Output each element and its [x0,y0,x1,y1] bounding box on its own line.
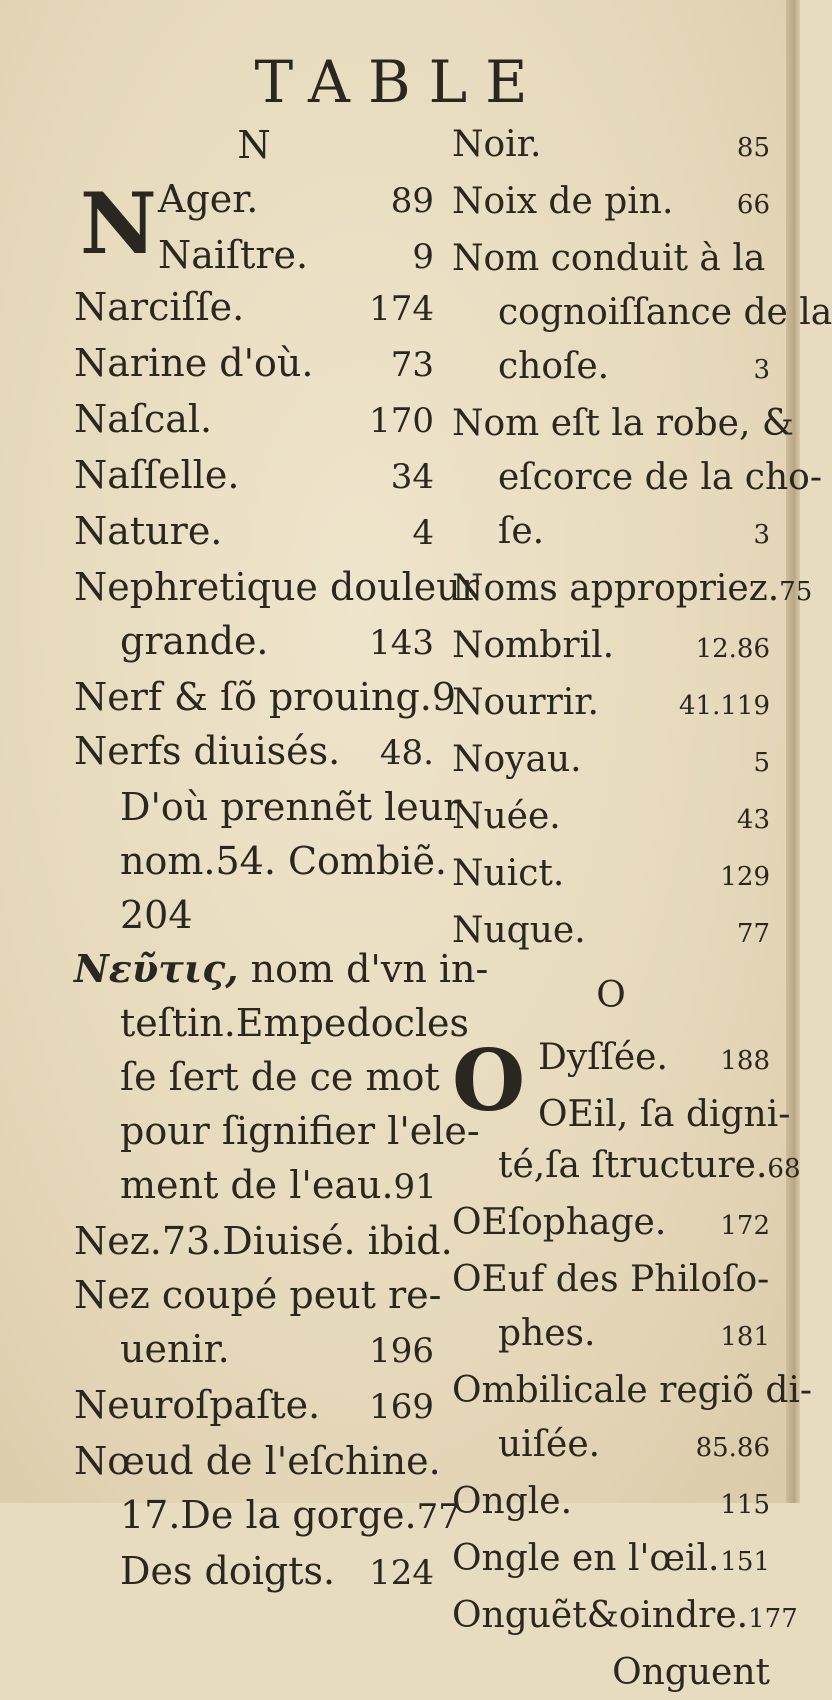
entry-page: 129 [720,862,770,892]
index-entry [74,670,457,724]
index-entry [452,175,770,232]
entry-text: Ombilicale regiõ di- [452,1370,813,1411]
entry-text: Nez coupé peut re- [74,1273,442,1317]
entry-text: Nerfs diuisés. [74,729,341,773]
entry-text: Nombril. [452,625,615,666]
left-column [74,118,489,1600]
entry-text: Onguẽt&oindre. [452,1595,749,1636]
entry-text: Nom eſt la robe, & [452,403,794,444]
dropcap-block [74,172,434,280]
index-entry [74,1104,480,1158]
index-entry [452,340,770,397]
entry-page: 89 [390,181,434,221]
entry-page: 34 [390,457,434,497]
entry-text: Nourrir. [452,682,599,723]
entry-page: 43 [736,805,770,835]
index-entry [452,1196,770,1253]
dropcap-letter: N [80,174,157,273]
index-entry [74,996,470,1050]
index-entry [74,280,434,336]
entry-text: nom.54. Combiẽ. [120,839,448,883]
entry-page: 77 [416,1497,460,1537]
index-entry [452,1139,801,1196]
entry-page: 75 [779,577,813,607]
entry-text: eſcorce de la cho- [498,457,822,498]
entry-text-rest: nom d'vn in- [238,947,489,991]
entry-text: Nephretique douleur [74,565,479,609]
entry-text: ment de l'eau. [120,1163,394,1207]
entry-text: Nez.73.Diuisé. ibid. [74,1219,453,1263]
entry-text: Nuque. [452,910,586,951]
index-entry [74,1322,434,1378]
entry-text: choſe. [498,346,610,387]
entry-text: uenir. [120,1327,230,1371]
index-entry [452,1475,770,1532]
entry-page: 169 [369,1387,434,1427]
entry-text: Neuroſpaſte. [74,1383,321,1427]
entry-text: OEſophage. [452,1202,667,1243]
entry-page: 85.86 [695,1433,770,1463]
index-entry [452,1307,770,1364]
entry-text: OEuf des Philoſo- [452,1259,770,1300]
entry-text: phes. [498,1313,596,1354]
index-entry [74,724,434,780]
catchword: Onguent [612,1652,770,1693]
index-entry [74,1544,434,1600]
entry-page: 68 [767,1154,801,1184]
index-entry [74,1378,434,1434]
entry-page: 188 [720,1046,770,1076]
entry-text: Nuict. [452,853,565,894]
entry-text: Noix de pin. [452,181,674,222]
entry-text: Noms appropriez. [452,568,780,609]
entry-text: teſtin.Empedocles [120,1001,470,1045]
entry-text: Narine d'où. [74,341,314,385]
entry-page: 143 [369,623,434,663]
entry-page: 66 [736,190,770,220]
entry-text: Nom conduit à la [452,238,766,279]
index-entry [452,397,794,451]
index-entry [74,780,462,834]
index-entry [74,1214,453,1268]
index-entry [74,392,434,448]
index-entry [452,733,770,790]
entry-page: 177 [748,1604,798,1634]
index-entry [452,1532,770,1589]
entry-page: 172 [720,1211,770,1241]
entry-text: Narciſſe. [74,285,245,329]
entry-page: 124 [369,1553,434,1593]
entry-text: Naſcal. [74,397,213,441]
entry-text: 17.De la gorge. [120,1493,417,1537]
entry-page: 174 [369,289,434,329]
entry-text: Nature. [74,509,223,553]
index-entry [74,614,434,670]
entry-page: 170 [369,401,434,441]
entry-text: Ager. [158,177,259,221]
entry-text [74,942,488,996]
index-entry [74,834,448,888]
entry-text: OEil, ſa digni- [538,1094,791,1135]
index-entry [74,1434,441,1488]
entry-page: 4 [412,513,434,553]
index-entry [452,904,770,961]
section-letter: N [237,123,271,167]
entry-text: Naiſtre. [158,233,309,277]
index-entry [74,1050,440,1104]
entry-text: Dyſſée. [538,1037,668,1078]
entry-page: 3 [753,520,770,550]
page-title: TABLE [254,48,546,116]
entry-text: ſe ſert de ce mot [120,1055,440,1099]
index-entry [452,562,813,619]
entry-text: cognoiſſance de la [498,292,832,333]
entry-page: 41.119 [679,691,770,721]
entry-page: 91 [393,1167,437,1207]
entry-text: 204 [120,893,193,937]
index-entry [452,1364,813,1418]
entry-page: 85 [736,133,770,163]
entry-text: Noyau. [452,739,582,780]
index-entry [74,336,434,392]
entry-text: D'où prennẽt leur [120,785,462,829]
entry-page: 48. [379,733,434,773]
index-entry [452,1418,770,1475]
index-entry [74,504,434,560]
entry-text: Nerf & ſõ prouing.9 [74,675,457,719]
index-entry [74,448,434,504]
page-edge [786,0,800,1503]
entry-text: ſe. [498,511,545,552]
entry-text: Noir. [452,124,542,165]
entry-text: Nœud de l'eſchine. [74,1439,441,1483]
entry-page: 196 [369,1331,434,1371]
index-entry [74,1158,437,1214]
greek-word: Νεῦτις, [74,946,239,991]
entry-page: 77 [736,919,770,949]
entry-text: Ongle en l'œil. [452,1538,720,1579]
dropcap-block [452,1031,791,1139]
entry-page: 9 [412,237,434,277]
entry-text: grande. [120,619,269,663]
index-entry [74,942,489,996]
entry-text: Naſſelle. [74,453,240,497]
index-entry [452,1253,770,1307]
entry-text: Ongle. [452,1481,573,1522]
index-entry [74,1268,442,1322]
entry-text: Nuée. [452,796,561,837]
index-entry [452,790,770,847]
index-entry [452,232,770,286]
index-entry [452,505,770,562]
right-column [452,118,832,1700]
index-entry [452,286,832,340]
entry-text: pour ſignifier l'ele- [120,1109,480,1153]
index-entry [452,847,770,904]
entry-page: 3 [753,355,770,385]
entry-text: té,ſa ſtructure. [498,1145,768,1186]
section-letter: O [596,975,626,1016]
index-entry [74,560,479,614]
entry-page: 181 [720,1322,770,1352]
index-entry [452,1589,798,1646]
index-entry [74,888,434,942]
entry-text: Des doigts. [120,1549,336,1593]
index-entry [452,118,770,175]
index-entry [452,676,770,733]
index-entry [452,619,770,676]
entry-page: 12.86 [695,634,770,664]
entry-page: 151 [720,1547,770,1577]
entry-text: uiſée. [498,1424,601,1465]
entry-page: 115 [720,1490,770,1520]
entry-page: 5 [753,748,770,778]
index-entry [452,451,822,505]
dropcap-letter: O [452,1031,526,1130]
entry-page: 73 [390,345,434,385]
index-entry [74,1488,460,1544]
